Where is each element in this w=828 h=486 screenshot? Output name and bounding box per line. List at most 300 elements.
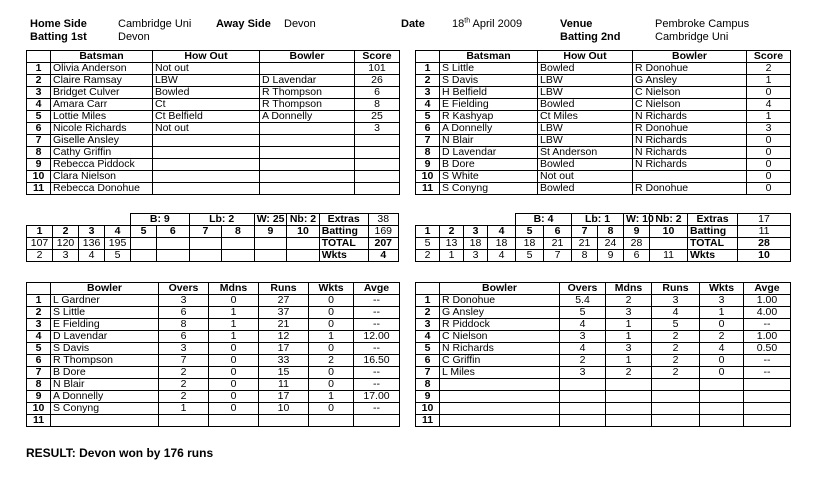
col-avge: Avge xyxy=(354,283,400,295)
batsman-name: S Conyng xyxy=(440,183,538,195)
batting-row xyxy=(27,87,400,99)
overs: 2 xyxy=(159,379,209,391)
bowling-row xyxy=(27,391,400,403)
bowling-average: -- xyxy=(354,367,400,379)
bowling-average: -- xyxy=(744,319,791,331)
batsman-score xyxy=(355,147,400,159)
away-side-value: Devon xyxy=(284,18,316,30)
batsman-name: D Lavendar xyxy=(440,147,538,159)
bowler-number: 10 xyxy=(27,403,51,415)
fow-batsman: 4 xyxy=(79,250,105,262)
fow-batsman xyxy=(189,250,222,262)
maidens: 3 xyxy=(606,343,652,355)
fow-wicket-number: 2 xyxy=(440,226,464,238)
fow-batsman: 6 xyxy=(624,250,650,262)
fow-wicket-number: 8 xyxy=(222,226,255,238)
batting-order-number: 1 xyxy=(416,63,440,75)
batsman-name: E Fielding xyxy=(440,99,538,111)
fow-batsmen-row xyxy=(27,250,399,262)
bowling-row xyxy=(27,343,400,355)
date-value: 18th April 2009 xyxy=(452,17,523,30)
dismissal-bowler: C Nielson xyxy=(633,87,747,99)
bowling-row xyxy=(27,319,400,331)
how-out xyxy=(153,135,260,147)
fow-batsman: 4 xyxy=(488,250,516,262)
fow-score xyxy=(131,238,157,250)
bowling-row xyxy=(416,379,791,391)
how-out: Ct Miles xyxy=(538,111,633,123)
batting-row xyxy=(27,111,400,123)
wickets-taken: 0 xyxy=(700,355,744,367)
how-out: LBW xyxy=(538,123,633,135)
batting-order-number: 8 xyxy=(416,147,440,159)
batting-second-value: Cambridge Uni xyxy=(655,31,729,43)
batsman-score: 101 xyxy=(355,63,400,75)
col-overs: Overs xyxy=(159,283,209,295)
batsman-name: Olivia Anderson xyxy=(51,63,153,75)
dismissal-bowler xyxy=(260,159,355,171)
runs-conceded: 21 xyxy=(259,319,309,331)
fow-score: 195 xyxy=(105,238,131,250)
runs-conceded: 11 xyxy=(259,379,309,391)
bowler-number: 9 xyxy=(416,391,440,403)
batsman-name: Bridget Culver xyxy=(51,87,153,99)
wickets-taken: 2 xyxy=(700,331,744,343)
wickets-taken xyxy=(700,379,744,391)
batsman-score xyxy=(355,183,400,195)
bowler-number: 1 xyxy=(416,295,440,307)
batting-row xyxy=(416,147,791,159)
bowling-average: 1.00 xyxy=(744,295,791,307)
extras-row xyxy=(416,214,791,226)
innings2-extras-fow-table xyxy=(415,213,791,262)
bowling-row xyxy=(416,343,791,355)
batting-label: Batting xyxy=(319,226,368,238)
wickets-taken: 0 xyxy=(700,319,744,331)
bowling-average: -- xyxy=(354,403,400,415)
leg-byes-cell: Lb: 2 xyxy=(189,214,254,226)
fow-batsman: 8 xyxy=(572,250,598,262)
maidens: 0 xyxy=(209,403,259,415)
overs: 4 xyxy=(560,343,606,355)
batting-order-number: 8 xyxy=(27,147,51,159)
bowler-number: 8 xyxy=(27,379,51,391)
bowler-name: S Little xyxy=(51,307,159,319)
bowling-average: -- xyxy=(354,379,400,391)
batting-row xyxy=(416,75,791,87)
batting-row xyxy=(27,171,400,183)
batting-order-number: 11 xyxy=(416,183,440,195)
bowler-number: 6 xyxy=(416,355,440,367)
bowling-row xyxy=(416,367,791,379)
batting-row xyxy=(27,63,400,75)
batsman-name: Amara Carr xyxy=(51,99,153,111)
wides-cell: W: 10 xyxy=(624,214,650,226)
batsman-name: R Kashyap xyxy=(440,111,538,123)
runs-conceded xyxy=(652,379,700,391)
col-wkts: Wkts xyxy=(309,283,354,295)
maidens: 1 xyxy=(606,355,652,367)
wickets-label: Wkts xyxy=(688,250,738,262)
date-label: Date xyxy=(401,18,425,30)
col-bowler: Bowler xyxy=(440,283,560,295)
batting-row xyxy=(416,159,791,171)
fow-wicket-number: 9 xyxy=(624,226,650,238)
batsman-name: Cathy Griffin xyxy=(51,147,153,159)
bowler-number: 7 xyxy=(27,367,51,379)
batsman-name: Nicole Richards xyxy=(51,123,153,135)
how-out: Bowled xyxy=(538,183,633,195)
bowler-name: R Donohue xyxy=(440,295,560,307)
overs xyxy=(560,391,606,403)
wides-cell: W: 25 xyxy=(254,214,287,226)
dismissal-bowler xyxy=(260,135,355,147)
maidens: 1 xyxy=(209,319,259,331)
fow-batsman xyxy=(131,250,157,262)
how-out: LBW xyxy=(538,87,633,99)
overs xyxy=(159,415,209,427)
batting-order-number: 1 xyxy=(27,63,51,75)
fow-wicket-number: 10 xyxy=(287,226,320,238)
how-out: St Anderson xyxy=(538,147,633,159)
runs-conceded xyxy=(652,403,700,415)
innings2-batting-table xyxy=(415,50,791,195)
batsman-score: 4 xyxy=(747,99,791,111)
wickets-taken: 4 xyxy=(700,343,744,355)
fow-score: 18 xyxy=(464,238,488,250)
how-out xyxy=(153,147,260,159)
batsman-score: 2 xyxy=(747,63,791,75)
bowler-number: 4 xyxy=(416,331,440,343)
bowling-row xyxy=(416,295,791,307)
total-value: 207 xyxy=(368,238,398,250)
bowler-name: B Dore xyxy=(51,367,159,379)
home-side-label: Home Side xyxy=(30,18,87,30)
batting-order-number: 4 xyxy=(27,99,51,111)
fow-batsman: 3 xyxy=(53,250,79,262)
bowling-row xyxy=(416,319,791,331)
bowler-number: 11 xyxy=(416,415,440,427)
maidens: 0 xyxy=(209,367,259,379)
wickets-taken xyxy=(700,391,744,403)
fow-wicket-number: 7 xyxy=(189,226,222,238)
overs: 3 xyxy=(159,343,209,355)
runs-conceded: 2 xyxy=(652,367,700,379)
bowler-name: E Fielding xyxy=(51,319,159,331)
bowler-name: L Gardner xyxy=(51,295,159,307)
overs: 8 xyxy=(159,319,209,331)
dismissal-bowler: N Richards xyxy=(633,111,747,123)
bowler-name: G Ansley xyxy=(440,307,560,319)
fow-wicket-number: 8 xyxy=(598,226,624,238)
how-out: Ct Belfield xyxy=(153,111,260,123)
wickets-taken: 0 xyxy=(309,295,354,307)
extras-label: Extras xyxy=(688,214,738,226)
bowler-number: 3 xyxy=(416,319,440,331)
bowler-name: S Conyng xyxy=(51,403,159,415)
batting-label: Batting xyxy=(688,226,738,238)
wickets-taken: 2 xyxy=(309,355,354,367)
bowler-name xyxy=(440,415,560,427)
bowling-row xyxy=(27,307,400,319)
overs: 5 xyxy=(560,307,606,319)
maidens: 0 xyxy=(209,391,259,403)
batsman-score: 0 xyxy=(747,159,791,171)
overs: 3 xyxy=(560,331,606,343)
batting-row xyxy=(27,147,400,159)
runs-conceded: 3 xyxy=(652,295,700,307)
bowling-average xyxy=(354,415,400,427)
bowling-average xyxy=(744,391,791,403)
batsman-name: S Davis xyxy=(440,75,538,87)
how-out: Ct xyxy=(153,99,260,111)
bowling-average: -- xyxy=(744,367,791,379)
how-out: Not out xyxy=(153,63,260,75)
how-out: LBW xyxy=(538,135,633,147)
batting-order-number: 9 xyxy=(416,159,440,171)
bowling-row xyxy=(27,415,400,427)
how-out: LBW xyxy=(538,75,633,87)
bowler-name: A Donnelly xyxy=(51,391,159,403)
fow-batsman xyxy=(254,250,287,262)
col-wkts: Wkts xyxy=(700,283,744,295)
no-balls-cell: Nb: 2 xyxy=(287,214,320,226)
overs: 7 xyxy=(159,355,209,367)
runs-conceded: 17 xyxy=(259,343,309,355)
batsman-name: Rebecca Piddock xyxy=(51,159,153,171)
batsman-name: H Belfield xyxy=(440,87,538,99)
bowling-row xyxy=(27,355,400,367)
col-mdns: Mdns xyxy=(209,283,259,295)
runs-conceded: 12 xyxy=(259,331,309,343)
runs-conceded: 2 xyxy=(652,331,700,343)
bowling-row xyxy=(27,331,400,343)
fow-wicket-number: 5 xyxy=(516,226,544,238)
fow-batsman xyxy=(287,250,320,262)
bowling-average: -- xyxy=(354,295,400,307)
batting-row xyxy=(416,183,791,195)
batsman-score xyxy=(355,159,400,171)
col-score: Score xyxy=(355,51,400,63)
col-bowler: Bowler xyxy=(51,283,159,295)
batting-row xyxy=(416,63,791,75)
col-bowler: Bowler xyxy=(633,51,747,63)
batsman-score xyxy=(355,171,400,183)
innings1-extras-fow-table xyxy=(26,213,399,262)
bowler-number: 6 xyxy=(27,355,51,367)
fow-score: 18 xyxy=(516,238,544,250)
batsman-score: 26 xyxy=(355,75,400,87)
bowler-number: 5 xyxy=(27,343,51,355)
bowler-name: R Thompson xyxy=(51,355,159,367)
fow-wicket-number: 7 xyxy=(572,226,598,238)
batting-order-number: 6 xyxy=(416,123,440,135)
dismissal-bowler xyxy=(260,123,355,135)
batsman-name: Rebecca Donohue xyxy=(51,183,153,195)
dismissal-bowler: R Donohue xyxy=(633,63,747,75)
how-out xyxy=(153,171,260,183)
batting-order-number: 9 xyxy=(27,159,51,171)
bowling-average: -- xyxy=(354,319,400,331)
col-how-out: How Out xyxy=(153,51,260,63)
bowling-average: 4.00 xyxy=(744,307,791,319)
dismissal-bowler xyxy=(260,63,355,75)
bowler-name: C Nielson xyxy=(440,331,560,343)
bowler-number: 2 xyxy=(416,307,440,319)
bowling-average xyxy=(744,415,791,427)
bowler-number: 1 xyxy=(27,295,51,307)
wickets-taken: 0 xyxy=(309,403,354,415)
how-out: Bowled xyxy=(153,87,260,99)
fow-batsman: 5 xyxy=(105,250,131,262)
batting-row xyxy=(27,99,400,111)
runs-conceded xyxy=(652,415,700,427)
overs: 6 xyxy=(159,331,209,343)
overs: 3 xyxy=(159,295,209,307)
wickets-taken: 1 xyxy=(309,331,354,343)
fow-score xyxy=(157,238,190,250)
fow-wicket-number: 1 xyxy=(27,226,53,238)
bowling-row xyxy=(416,403,791,415)
bowler-number: 2 xyxy=(27,307,51,319)
innings2-bowling-table xyxy=(415,282,791,427)
runs-conceded: 15 xyxy=(259,367,309,379)
match-result: RESULT: Devon won by 176 runs xyxy=(26,446,214,460)
batting-order-number: 2 xyxy=(27,75,51,87)
runs-conceded: 17 xyxy=(259,391,309,403)
wickets-taken: 1 xyxy=(700,307,744,319)
batsman-name: Giselle Ansley xyxy=(51,135,153,147)
fow-score: 21 xyxy=(544,238,572,250)
wickets-taken: 0 xyxy=(309,319,354,331)
fow-score xyxy=(222,238,255,250)
bowling-row xyxy=(27,403,400,415)
maidens: 0 xyxy=(209,343,259,355)
home-side-value: Cambridge Uni xyxy=(118,18,192,30)
fow-scores-row xyxy=(27,238,399,250)
runs-conceded: 33 xyxy=(259,355,309,367)
bowling-row xyxy=(416,355,791,367)
batsman-score: 0 xyxy=(747,147,791,159)
bowler-name: L Miles xyxy=(440,367,560,379)
fow-score xyxy=(189,238,222,250)
maidens xyxy=(606,415,652,427)
maidens: 0 xyxy=(209,295,259,307)
maidens: 3 xyxy=(606,307,652,319)
byes-cell: B: 4 xyxy=(516,214,572,226)
col-batsman: Batsman xyxy=(440,51,538,63)
col-no xyxy=(27,51,51,63)
batting-total: 169 xyxy=(368,226,398,238)
col-bowler: Bowler xyxy=(260,51,355,63)
runs-conceded: 37 xyxy=(259,307,309,319)
wickets-value: 10 xyxy=(738,250,791,262)
total-value: 28 xyxy=(738,238,791,250)
bowler-name: R Piddock xyxy=(440,319,560,331)
how-out: Bowled xyxy=(538,99,633,111)
overs: 1 xyxy=(159,403,209,415)
extras-value: 17 xyxy=(738,214,791,226)
total-label: TOTAL xyxy=(688,238,738,250)
batsman-score: 8 xyxy=(355,99,400,111)
wickets-taken xyxy=(700,403,744,415)
bowling-row xyxy=(27,367,400,379)
bowling-average: 12.00 xyxy=(354,331,400,343)
how-out: LBW xyxy=(153,75,260,87)
col-batsman: Batsman xyxy=(51,51,153,63)
batting-order-number: 10 xyxy=(27,171,51,183)
batting-first-value: Devon xyxy=(118,31,150,43)
col-runs: Runs xyxy=(259,283,309,295)
how-out xyxy=(153,183,260,195)
batsman-score: 1 xyxy=(747,111,791,123)
wickets-taken: 0 xyxy=(309,367,354,379)
batting-order-number: 10 xyxy=(416,171,440,183)
wickets-taken: 0 xyxy=(700,367,744,379)
innings1-batting-table xyxy=(26,50,400,195)
overs: 2 xyxy=(560,355,606,367)
wickets-taken: 1 xyxy=(309,391,354,403)
fow-wicket-number: 6 xyxy=(544,226,572,238)
maidens: 2 xyxy=(606,295,652,307)
batsman-name: Claire Ramsay xyxy=(51,75,153,87)
batting-row xyxy=(27,123,400,135)
overs: 4 xyxy=(560,319,606,331)
venue-label: Venue xyxy=(560,18,593,30)
fow-batsman: 11 xyxy=(650,250,688,262)
col-avge: Avge xyxy=(744,283,791,295)
fow-batsmen-row xyxy=(416,250,791,262)
batting-row xyxy=(27,159,400,171)
batsman-name: S Little xyxy=(440,63,538,75)
total-label: TOTAL xyxy=(319,238,368,250)
batsman-score: 3 xyxy=(747,123,791,135)
batting-order-number: 3 xyxy=(416,87,440,99)
extras-value: 38 xyxy=(368,214,398,226)
no-balls-cell: Nb: 2 xyxy=(650,214,688,226)
dismissal-bowler: N Richards xyxy=(633,147,747,159)
dismissal-bowler: R Donohue xyxy=(633,123,747,135)
bowling-row xyxy=(416,415,791,427)
away-side-label: Away Side xyxy=(216,18,271,30)
dismissal-bowler xyxy=(633,171,747,183)
batting-order-number: 3 xyxy=(27,87,51,99)
fow-wicket-number: 1 xyxy=(416,226,440,238)
fow-batsman: 1 xyxy=(440,250,464,262)
runs-conceded: 2 xyxy=(652,355,700,367)
overs: 2 xyxy=(159,367,209,379)
batsman-score: 0 xyxy=(747,135,791,147)
bowler-name xyxy=(440,379,560,391)
dismissal-bowler xyxy=(260,183,355,195)
how-out: Not out xyxy=(538,171,633,183)
fow-score: 136 xyxy=(79,238,105,250)
batsman-name: S White xyxy=(440,171,538,183)
how-out: Bowled xyxy=(538,63,633,75)
batting-row xyxy=(416,123,791,135)
dismissal-bowler xyxy=(260,171,355,183)
extras-label: Extras xyxy=(319,214,368,226)
dismissal-bowler: R Thompson xyxy=(260,99,355,111)
batsman-score: 3 xyxy=(355,123,400,135)
bowling-row xyxy=(27,379,400,391)
batting-row xyxy=(27,75,400,87)
dismissal-bowler: G Ansley xyxy=(633,75,747,87)
runs-conceded xyxy=(652,391,700,403)
batting-row xyxy=(416,171,791,183)
runs-conceded xyxy=(259,415,309,427)
dismissal-bowler: N Richards xyxy=(633,135,747,147)
